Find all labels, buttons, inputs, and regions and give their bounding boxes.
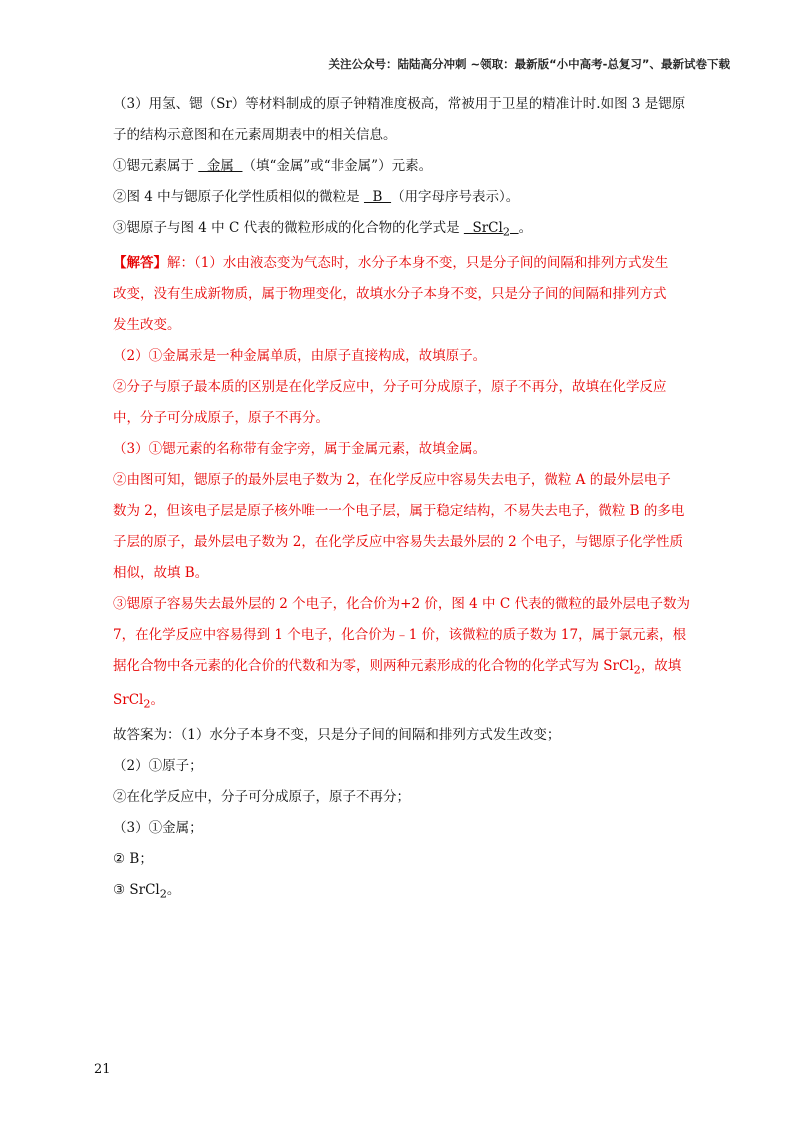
question-part-2: ②图 4 中与锶原子化学性质相似的微粒是 B （用字母序号表示）。 bbox=[113, 189, 520, 205]
question-part-1: ①锶元素属于 金属 （填“金属”或“非金属”）元素。 bbox=[113, 158, 433, 174]
solution-line-1: 【解答】解：（1）水由液态变为气态时，水分子本身不变，只是分子间的间隔和排列方式发生 bbox=[113, 254, 669, 271]
solution-line-13: 7，在化学反应中容易得到 1 个电子，化合价为﹣1 价，该微粒的质子数为 17，属于氯元素，根 bbox=[113, 626, 687, 643]
solution-line-9: 数为 2，但该电子层是原子核外唯一一个电子层，属于稳定结构，不易失去电子，微粒 B 的多电 bbox=[113, 502, 685, 519]
question-intro-line-2: 子的结构示意图和在元素周期表中的相关信息。 bbox=[113, 127, 397, 143]
final-answer-line-3: ②在化学反应中，分子可分成原子，原子不再分； bbox=[113, 789, 410, 806]
solution-line-2: 改变，没有生成新物质，属于物理变化，故填水分子本身不变，只是分子间的间隔和排列方式 bbox=[113, 285, 667, 302]
answer-blank-1: 金属 bbox=[198, 158, 243, 174]
answer-blank-2: B bbox=[363, 189, 392, 205]
solution-line-7: （3）①锶元素的名称带有金字旁，属于金属元素，故填金属。 bbox=[113, 440, 487, 457]
solution-line-12: ③锶原子容易失去最外层的 2 个电子，化合价为+2 价，图 4 中 C 代表的微粒的最外层电子数为 bbox=[113, 595, 690, 612]
answer-blank-3: SrCl$_2$ bbox=[463, 220, 510, 239]
solution-line-10: 子层的原子，最外层电子数为 2，在化学反应中容易失去最外层的 2 个电子，与锶原子化学性质 bbox=[113, 533, 684, 550]
solution-line-15: SrCl$_2$。 bbox=[113, 692, 165, 712]
page-header: 关注公众号：陆陆高分冲刺 ~领取：最新版“小中高考-总复习”、最新试卷下载 bbox=[328, 57, 730, 71]
final-answer-line-5: ② B； bbox=[113, 851, 153, 868]
question-part-3: ③锶原子与图 4 中 C 代表的微粒形成的化合物的化学式是 SrCl$_2$ 。 bbox=[113, 220, 533, 239]
solution-line-11: 相似，故填 B。 bbox=[113, 564, 209, 581]
solution-line-8: ②由图可知，锶原子的最外层电子数为 2，在化学反应中容易失去电子，微粒 A 的最外层电子 bbox=[113, 471, 671, 488]
solution-line-3: 发生改变。 bbox=[113, 316, 181, 333]
solution-line-6: 中，分子可分成原子，原子不再分。 bbox=[113, 409, 329, 426]
final-answer-line-6: ③ SrCl$_2$。 bbox=[113, 882, 181, 901]
solution-tag: 【解答】 bbox=[113, 254, 167, 271]
solution-line-5: ②分子与原子最本质的区别是在化学反应中，分子可分成原子，原子不再分，故填在化学反应 bbox=[113, 378, 667, 395]
document-body bbox=[113, 89, 713, 910]
final-answer-line-4: （3）①金属； bbox=[113, 820, 203, 837]
final-answer-line-1: 故答案为：（1）水分子本身不变，只是分子间的间隔和排列方式发生改变； bbox=[113, 727, 561, 744]
page-number: 21 bbox=[94, 1062, 111, 1077]
final-answer-line-2: （2）①原子； bbox=[113, 758, 203, 775]
solution-line-14: 据化合物中各元素的化合价的代数和为零，则两种元素形成的化合物的化学式写为 SrCl$_2$，故填 bbox=[113, 657, 682, 677]
solution-line-4: （2）①金属汞是一种金属单质，由原子直接构成，故填原子。 bbox=[113, 347, 487, 364]
question-intro-line-1: （3）用氢、锶（Sr）等材料制成的原子钟精准度极高，常被用于卫星的精准计时.如图 3 是锶原 bbox=[113, 96, 686, 112]
